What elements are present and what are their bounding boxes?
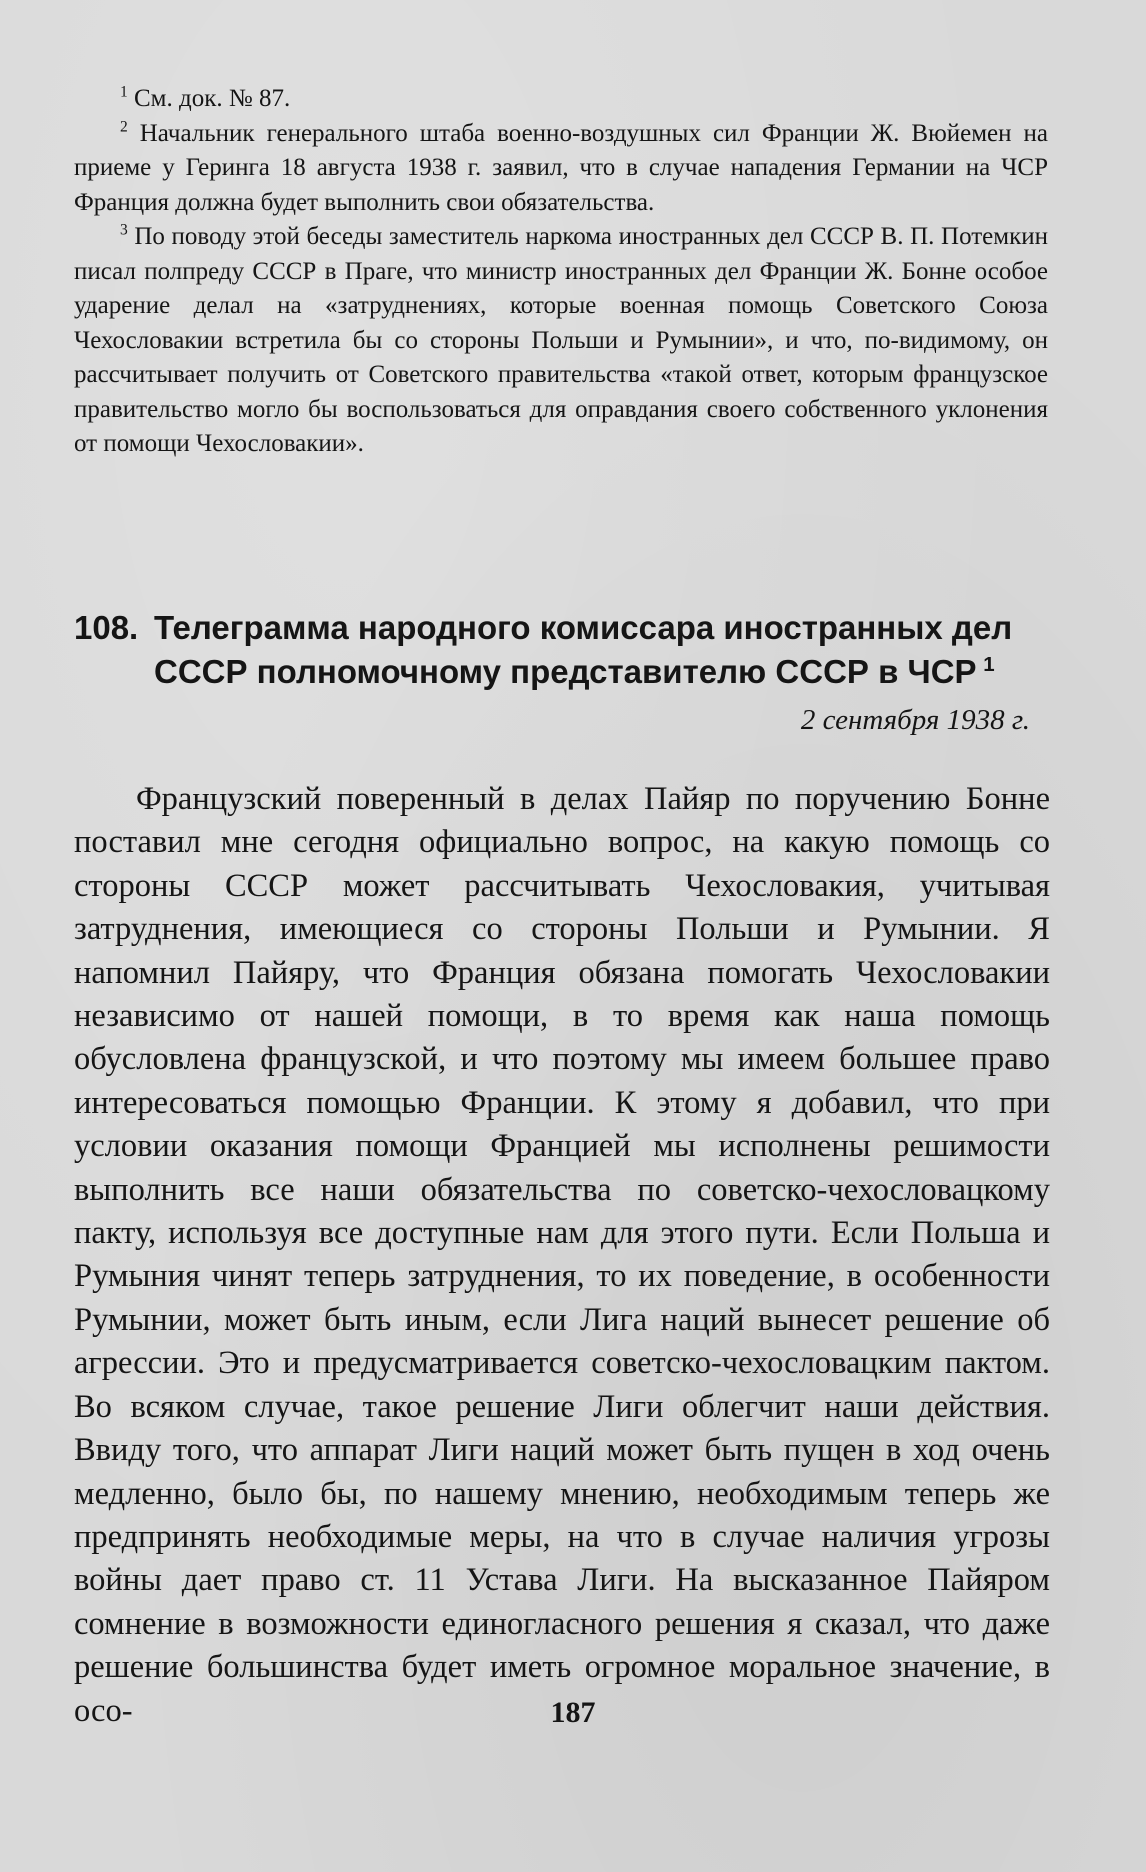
page-number: 187 [550,1696,596,1729]
footnote-marker: 3 [120,221,128,239]
footnotes-block [74,82,1048,462]
document-title-line-1: Телеграмма народного комиссара иностранных дел [154,609,1013,646]
footnote-1 [74,82,1048,117]
document-title-line-2: СССР полномочному представителю СССР в ЧСР [154,653,977,690]
document-number: 108. [74,609,139,646]
footnote-marker: 2 [120,118,128,136]
document-body: Французский поверенный в делах Пайяр по поручению Бонне поставил мне сегодня официально вопрос, на какую помощь со стороны СССР может рассчитывать Чехословакия, учитывая затруднения, имеющиеся со стороны Польши и Румынии. Я напомнил Пайяру, что Франция обязана помогать Чехословакии независимо от нашей помощи, в то время как наша помощь обусловлена французской, и что поэтому мы имеем большее право интересоваться помощью Франции. К этому я добавил, что при условии оказания помощи Францией мы исполнены решимости выполнить все наши обязательства по советско-чехословацкому пакту, используя все доступные нам для этого пути. Если Польша и Румыния чинят теперь затруднения, то их поведение, в особенности Румынии, может быть иным, если Лига наций вынесет решение об агрессии. Это и предусматривается советско-чехословацким пактом. Во всяком случае, такое решение Лиги облегчит наши действия. Ввиду того, что аппарат Лиги наций может быть пущен в ход очень медленно, было бы, по нашему мнению, необходимым теперь же предпринять необходимые меры, на что в случае наличия угрозы войны дает право ст. 11 Устава Лиги. На высказанное Пайяром сомнение в возможности единогласного решения я сказал, что даже решение большинства будет иметь огромное моральное значение, в осо- [74,781,1050,1729]
footnote-text: По поводу этой беседы заместитель наркома иностранных дел СССР В. П. Потемкин писал полпреду СССР в Праге, что министр иностранных дел Франции Ж. Бонне особое ударение делал на «затруднениях, которые военная помощь Советского Союза Чехословакии встретила бы со стороны Польши и Румынии», и что, по-видимому, он рассчитывает получить от Советского правительства «такой ответ, которым французское правительство могло бы воспользоваться для оправдания своего собственного уклонения от помощи Чехословакии». [74,223,1048,457]
footnote-3 [74,220,1048,462]
footnote-2 [74,117,1048,221]
document-heading [74,606,1064,694]
footnote-text: Начальник генерального штаба военно-воздушных сил Франции Ж. Вюйемен на приеме у Геринга 18 августа 1938 г. заявил, что в случае нападения Германии на ЧСР Франция должна будет выполнить свои обязательства. [74,119,1049,216]
title-footnote-marker: 1 [983,653,995,676]
document-title-line-2-wrap [74,650,1064,694]
footnote-text: См. док. № 87. [134,85,291,112]
footnote-marker: 1 [120,83,128,101]
document-date: 2 сентября 1938 г. [800,704,1030,736]
